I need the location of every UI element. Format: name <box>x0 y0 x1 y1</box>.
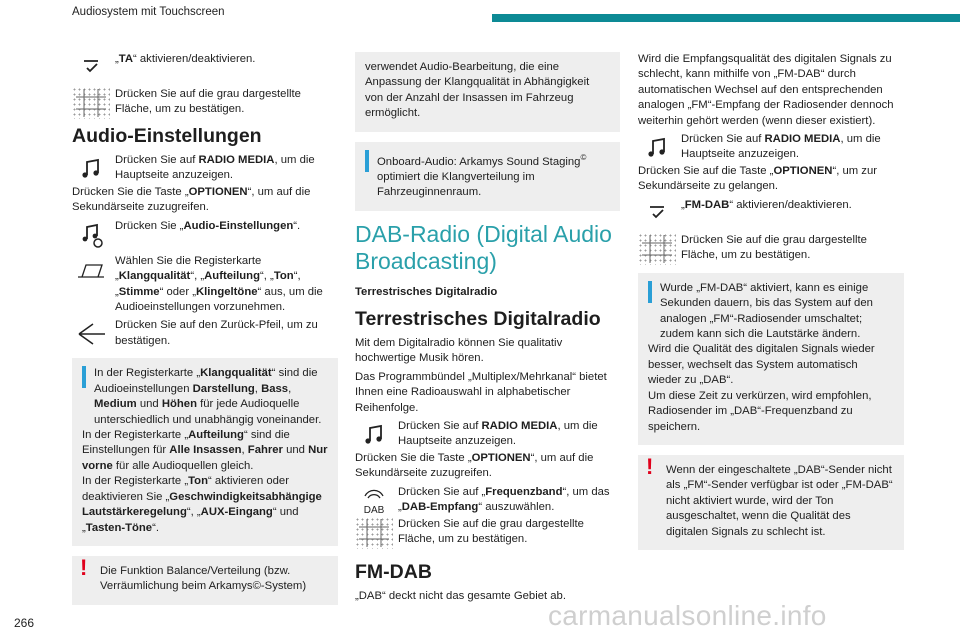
info-icon <box>82 366 86 388</box>
fm-dab-info-p1: Wurde „FM-DAB“ aktiviert, kann es einige Sekunden dauern, bis das System auf den analogen „FM“-Radiosender umschaltet; zudem kann sich die Lautstärke ändern. <box>660 281 873 341</box>
dab-intro-text: Mit dem Digitalradio können Sie qualitativ hochwertige Musik hören. <box>355 337 563 365</box>
watermark: carmanualsonline.info <box>548 600 827 631</box>
info-p2: In der Registerkarte „Aufteilung“ sind die Einstellungen für Alle Insassen, Fahrer und Nur vorne für alle Audioquellen gleich. <box>82 429 328 472</box>
tabs-row <box>72 254 338 316</box>
ta-toggle-text: „TA“ aktivieren/deaktivieren. <box>115 53 256 65</box>
band-text: Drücken Sie auf „Frequenzband“, um das „DAB-Empfang“ auszuwählen. <box>398 485 610 514</box>
audio-settings-row <box>72 219 338 251</box>
warning-icon: ! <box>80 554 88 580</box>
back-arrow-row <box>72 318 338 350</box>
warning-box-balance <box>72 556 338 605</box>
tabs-text-first: Wählen Sie die Registerkarte „Klangqualität“, „Aufteilung“, „Ton“, „Stimme“ oder „Klingeltöne“ aus, um die Audioeinstellungen vorzunehmen. <box>115 254 323 314</box>
ta-toggle-row <box>72 52 338 84</box>
fm-dab-toggle-row <box>638 198 904 230</box>
radio-media-text: Drücken Sie auf RADIO MEDIA, um die Hauptseite anzuzeigen. <box>398 420 598 448</box>
radio-media-row <box>355 419 620 451</box>
audio-settings-icon <box>72 219 110 251</box>
gray-area-icon <box>72 87 110 119</box>
tab-icon <box>72 254 110 286</box>
info-box-fm-dab <box>638 273 904 445</box>
heading-dab-radio: DAB-Radio (Digital Audio Broadcasting) <box>355 220 612 274</box>
options-text: Drücken Sie auf die Taste „OPTIONEN“, um zur Sekundärseite zu gelangen. <box>638 165 878 193</box>
fm-dab-warning-text: Wenn der eingeschaltete „DAB“-Sender nicht als „FM“-Sender verfügbar ist oder „FM-DAB“ nicht aktiviert wurde, wird der Ton ausgeschaltet, wenn die Qualität des digitalen Signals zu schlecht ist. <box>666 463 893 538</box>
fm-dab-toggle-text: „FM-DAB“ aktivieren/deaktivieren. <box>681 198 852 211</box>
gray-area-icon <box>638 233 676 265</box>
warning-icon: ! <box>646 453 654 479</box>
confirm-row <box>355 517 620 549</box>
info-icon <box>365 150 369 172</box>
audio-settings-text: Drücken Sie „Audio-Einstellungen“. <box>115 219 301 232</box>
continued-text: verwendet Audio-Bearbeitung, die eine Anpassung der Klangqualität in Abhängigkeit von der Anzahl der Insassen im Fahrzeug ermöglicht. <box>365 61 590 120</box>
dab-radio-icon <box>355 485 393 517</box>
info-icon <box>648 281 652 303</box>
radio-media-text: Drücken Sie auf RADIO MEDIA, um die Hauptseite anzuzeigen. <box>681 133 881 161</box>
confirm-row <box>638 233 904 265</box>
info-box-arkamys <box>355 142 620 211</box>
column-2 <box>355 52 620 607</box>
running-header: Audiosystem mit Touchscreen <box>72 6 225 18</box>
band-row <box>355 485 620 517</box>
radio-media-text: Drücken Sie auf RADIO MEDIA, um die Hauptseite anzuzeigen. <box>115 154 315 182</box>
info-box-audio <box>72 358 338 545</box>
radio-media-row <box>72 153 338 185</box>
confirm-text: Drücken Sie auf die grau dargestellte Fläche, um zu bestätigen. <box>115 88 301 116</box>
back-arrow-icon <box>72 318 110 350</box>
heading-fm-dab: FM-DAB <box>355 560 432 583</box>
confirm-text: Drücken Sie auf die grau dargestellte Fläche, um zu bestätigen. <box>681 233 867 262</box>
music-note-icon <box>72 153 110 185</box>
confirm-row <box>72 87 338 119</box>
column-3 <box>638 52 904 560</box>
warning-box-fm-dab <box>638 455 904 550</box>
checkbox-icon <box>72 52 110 84</box>
confirm-text: Drücken Sie auf die grau dargestellte Fläche, um zu bestätigen. <box>398 517 584 546</box>
subheading-terrestrial: Terrestrisches Digitalradio <box>355 285 498 298</box>
arkamys-text: Onboard-Audio: Arkamys Sound Staging© optimiert die Klangverteilung im Fahrzeuginnenraum. <box>377 152 587 199</box>
checkbox-icon <box>638 198 676 230</box>
dab-coverage-text: „DAB“ deckt nicht das gesamte Gebiet ab. <box>355 589 566 602</box>
page-number: 266 <box>14 616 35 630</box>
heading-terrestrial: Terrestrisches Digitalradio <box>355 308 601 331</box>
column-1 <box>72 52 338 615</box>
continued-box <box>355 52 620 132</box>
multiplex-text: Das Programmbündel „Multiplex/Mehrkanal“ bietet Ihnen eine Radioauswahl in alphabetischer Reihenfolge. <box>355 370 607 414</box>
warning-text: Die Funktion Balance/Verteilung (bzw. Verräumlichung beim Arkamys©-System) <box>100 564 307 593</box>
header-accent-bar <box>492 14 960 22</box>
info-p1: In der Registerkarte „Klangqualität“ sind die Audioeinstellungen Darstellung, Bass, Medium und Höhen für jede Audioquelle unterschiedlich und unabhängig voneinander. <box>94 367 322 426</box>
options-text: Drücken Sie die Taste „OPTIONEN“, um auf die Sekundärseite zuzugreifen. <box>355 452 594 480</box>
options-text: Drücken Sie die Taste „OPTIONEN“, um auf die Sekundärseite zuzugreifen. <box>72 186 311 214</box>
heading-audio-settings: Audio-Einstellungen <box>72 125 262 147</box>
fm-dab-intro-text: Wird die Empfangsqualität des digitalen Signals zu schlecht, kann mithilfe von „FM-DAB“ durch automatischen Wechsel auf den entsprechenden analogen „FM“-Empfang der Radiosender dennoch weiterhin gehört werden (wenn dieser existiert). <box>638 53 894 127</box>
gray-area-icon <box>355 517 393 549</box>
radio-media-row <box>638 132 904 164</box>
dab-icon-label: DAB <box>363 504 385 516</box>
fm-dab-info-p3: Um diese Zeit zu verkürzen, wird empfohlen, Radiosender im „DAB“-Frequenzband zu speichern. <box>648 389 872 433</box>
back-arrow-text: Drücken Sie auf den Zurück-Pfeil, um zu bestätigen. <box>115 319 318 347</box>
music-note-icon <box>355 419 393 451</box>
music-note-icon <box>638 132 676 164</box>
info-p3: In der Registerkarte „Ton“ aktivieren oder deaktivieren Sie „Geschwindigkeitsabhängige Lautstärkeregelung“, „AUX-Eingang“ und „Tasten-Töne“. <box>82 475 322 534</box>
fm-dab-info-p2: Wird die Qualität des digitalen Signals wieder besser, wechselt das System automatisch wieder zu „DAB“. <box>648 343 875 387</box>
